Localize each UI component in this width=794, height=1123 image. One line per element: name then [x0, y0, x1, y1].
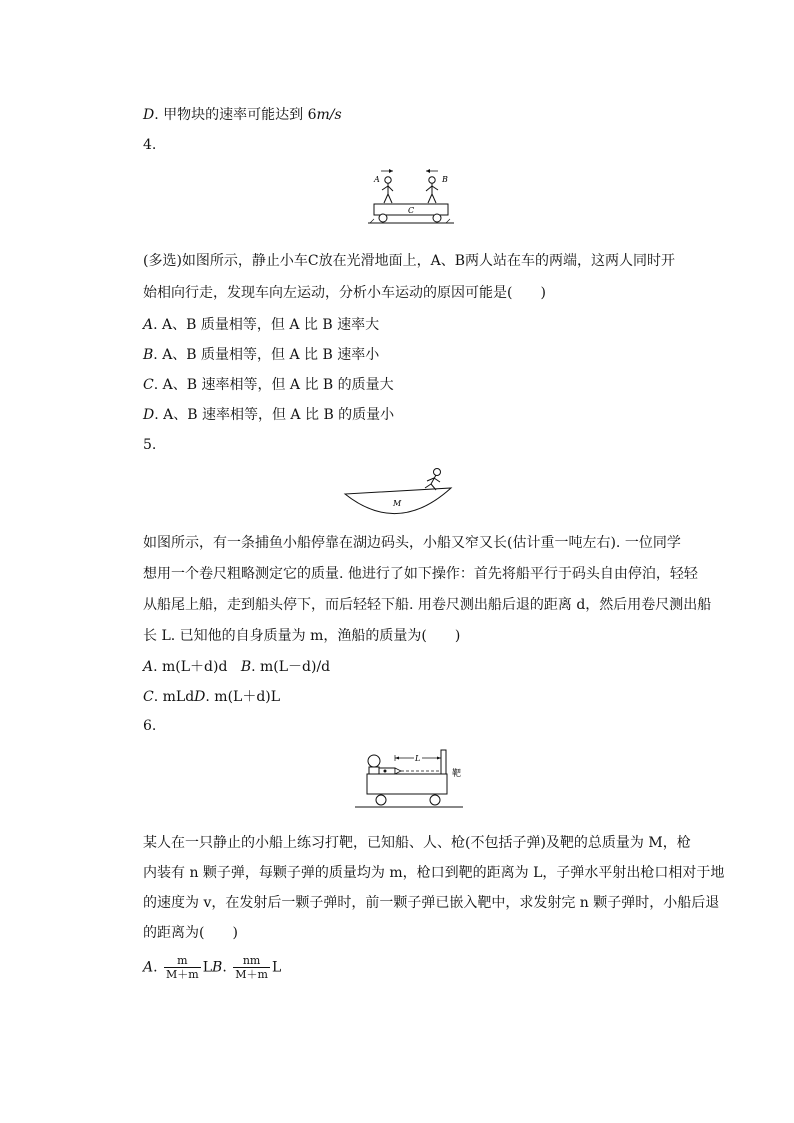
- option-text: . A、B 速率相等，但 A 比 B 的质量小: [154, 407, 395, 423]
- option-text: . m(L＋d)d: [153, 659, 228, 675]
- q4-option-b: [143, 344, 379, 364]
- wheel-right: [430, 795, 440, 805]
- label-a: A: [374, 175, 380, 184]
- label-l: L: [415, 754, 421, 763]
- q5-stem-line4: 长 L. 已知他的自身质量为 m，渔船的质量为( ): [143, 628, 461, 644]
- option-letter: A: [143, 659, 154, 675]
- option-text: . A、B 速率相等，但 A 比 B 的质量大: [153, 377, 394, 393]
- option-tail: L: [271, 959, 282, 976]
- target-board: [441, 750, 446, 774]
- q5-stem-line2: 想用一个卷尺粗略测定它的质量. 他进行了如下操作：首先将船平行于码头自由停泊，轻轻: [143, 566, 698, 582]
- q5-number: 5.: [143, 437, 157, 453]
- denominator: M＋m: [235, 968, 268, 981]
- label-m: M: [393, 499, 402, 508]
- option-text: . m(L＋d)L: [205, 689, 281, 705]
- q6-stem-line4: 的距离为( ): [143, 925, 238, 941]
- option-letter: A: [143, 317, 154, 333]
- option-letter: C: [143, 689, 154, 705]
- option-text: . 甲物块的速率可能达到 6: [154, 107, 317, 123]
- option-letter: B: [212, 959, 223, 976]
- cart-wheel-left: [379, 214, 387, 222]
- label-c: C: [408, 206, 415, 215]
- numerator: nm: [233, 954, 270, 968]
- boat-body: [367, 774, 447, 794]
- q6-stem-line3: 的速度为 v，在发射后一颗子弹时，前一颗子弹已嵌入靶中，求发射完 n 颗子弹时，小船后退: [143, 895, 720, 911]
- fraction-a: [164, 954, 201, 981]
- q4-figure-cart: [368, 166, 454, 224]
- q4-number: 4.: [143, 137, 157, 153]
- denominator: M＋m: [166, 968, 199, 981]
- option-text: . A、B 质量相等，但 A 比 B 速率小: [153, 347, 380, 363]
- option-unit: m/s: [316, 107, 342, 123]
- option-text: . m(L－d)/d: [251, 659, 331, 675]
- cart-wheel-right: [433, 214, 441, 222]
- option-letter: B: [240, 659, 252, 675]
- q6-stem-line1: 某人在一只静止的小船上练习打靶，已知船、人、枪(不包括子弹)及靶的总质量为 M，枪: [143, 835, 691, 851]
- q6-stem-line2: 内装有 n 颗子弹，每颗子弹的质量均为 m，枪口到靶的距离为 L，子弹水平射出枪口相对于地: [143, 865, 725, 881]
- option-letter: D: [194, 689, 206, 705]
- fraction-b: [233, 954, 270, 981]
- q5-stem-line3: 从船尾上船，走到船头停下，而后轻轻下船. 用卷尺测出船后退的距离 d，然后用卷尺测出船: [143, 597, 712, 613]
- person-icon: [425, 469, 441, 491]
- option-letter: A: [143, 959, 154, 976]
- q3-option-d: [143, 104, 342, 124]
- q6-number: 6.: [143, 718, 157, 734]
- label-target: 靶: [452, 769, 462, 779]
- option-letter: B: [143, 347, 154, 363]
- option-letter: D: [143, 107, 155, 123]
- q4-stem-line2: 始相向行走，发现车向左运动，分析小车运动的原因可能是( ): [143, 285, 546, 301]
- q4-option-c: [143, 374, 394, 394]
- person-b-icon: [426, 177, 438, 203]
- q4-option-a: [143, 314, 379, 334]
- q5-options-row1: [143, 656, 330, 676]
- q5-figure-boat: [343, 464, 453, 524]
- gun-icon: [379, 768, 395, 774]
- label-b: B: [442, 175, 448, 184]
- option-letter: D: [143, 407, 155, 423]
- option-text: . A、B 质量相等，但 A 比 B 速率大: [153, 317, 380, 333]
- q4-stem-line1: (多选)如图所示，静止小车C放在光滑地面上，A、B两人站在车的两端，这两人同时开: [143, 253, 676, 269]
- numerator: m: [164, 954, 201, 968]
- wheel-left: [376, 795, 386, 805]
- q6-options-row: A. $\frac{m}{M+m}$ LB. $\frac{nm}{M+m}$ L: [143, 954, 282, 981]
- option-tail: L: [202, 959, 213, 976]
- q5-options-row2: [143, 686, 280, 706]
- option-text: . mLd: [153, 689, 195, 705]
- q4-option-d: [143, 404, 394, 424]
- q5-stem-line1: 如图所示，有一条捕鱼小船停靠在湖边码头，小船又窄又长(估计重一吨左右). 一位同学: [143, 535, 681, 551]
- person-a-icon: [382, 177, 393, 203]
- person-head-icon: [368, 755, 380, 767]
- option-letter: C: [143, 377, 154, 393]
- q6-figure-boat-target: [355, 746, 465, 812]
